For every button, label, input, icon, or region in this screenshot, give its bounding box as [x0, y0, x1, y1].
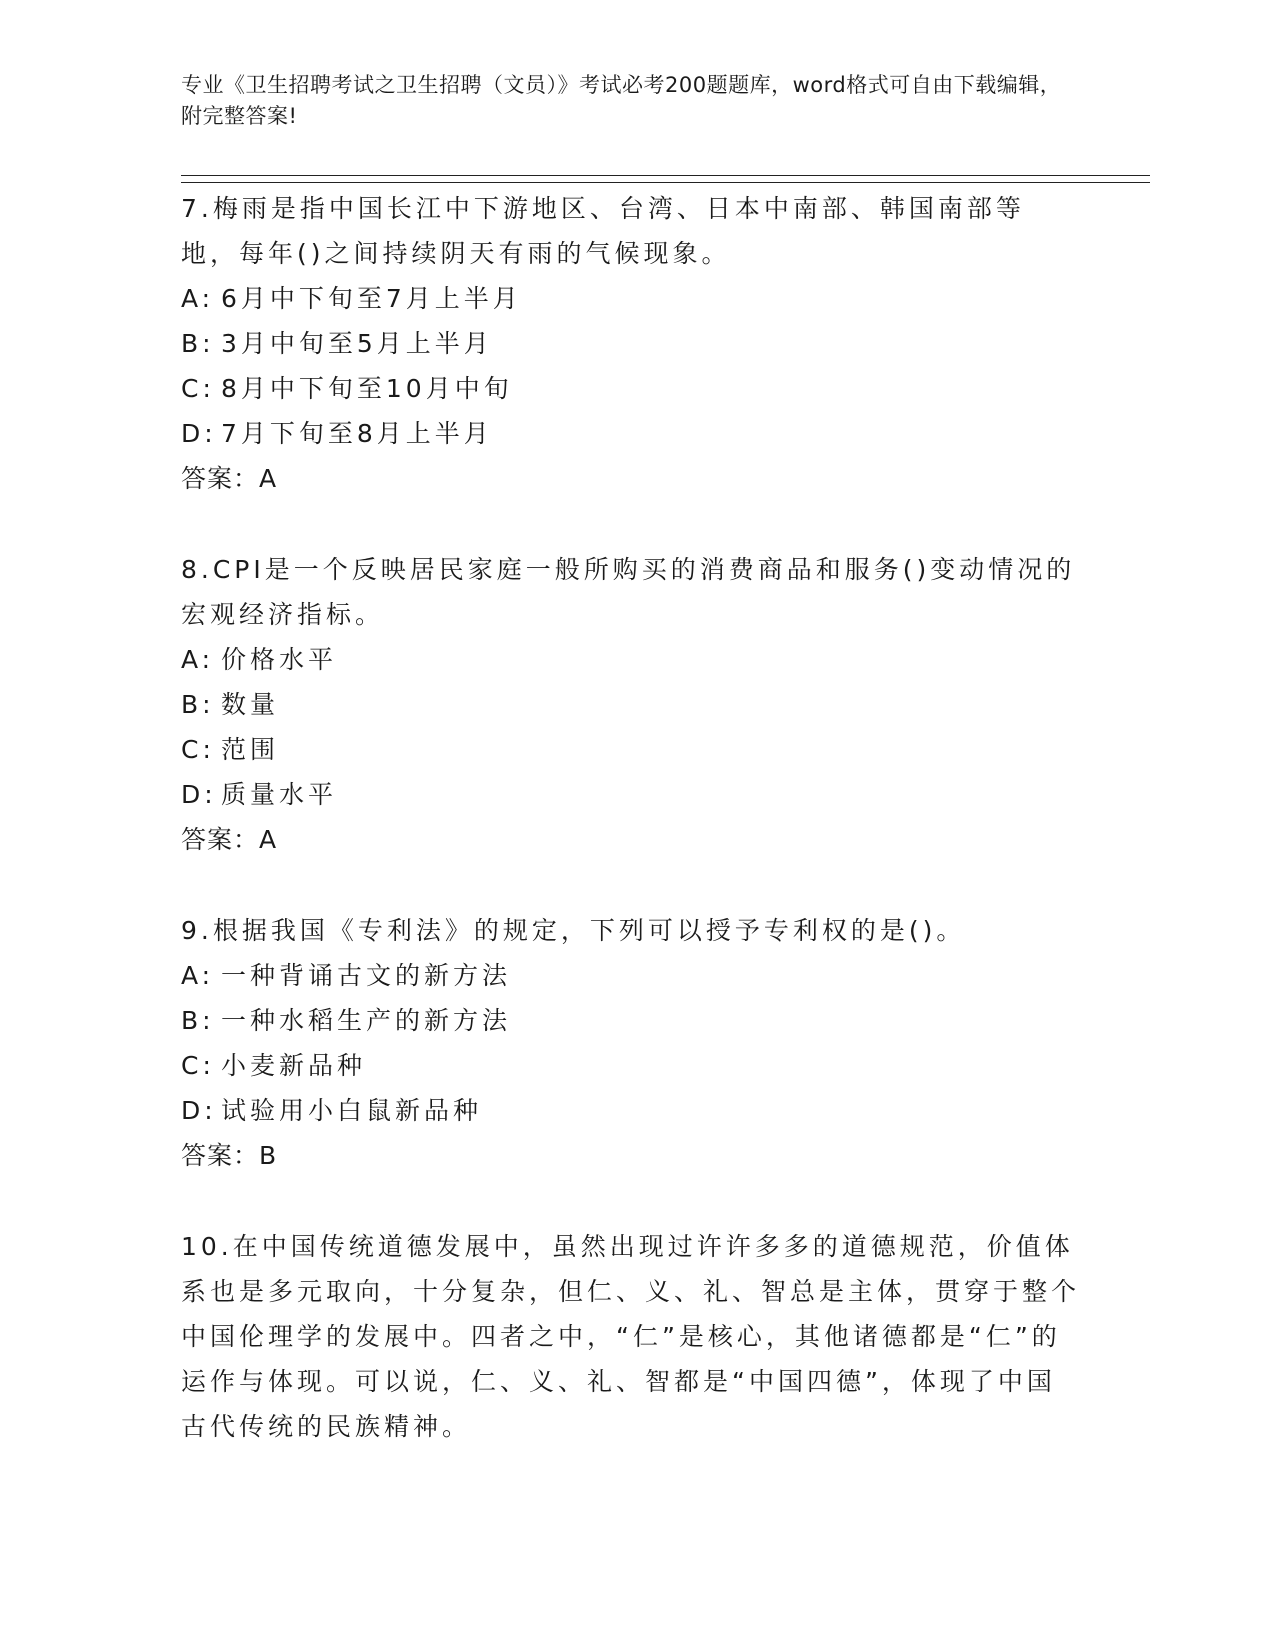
- question-stem: 7.梅雨是指中国长江中下游地区、台湾、日本中南部、韩国南部等地，每年()之间持续阴天有雨的气候现象。: [181, 194, 1025, 268]
- option-key: B:: [181, 690, 215, 719]
- option-a: [181, 953, 1081, 998]
- option-b: [181, 321, 1081, 366]
- option-key: B:: [181, 329, 215, 358]
- option-text: 价格水平: [221, 645, 338, 674]
- option-c: [181, 366, 1081, 411]
- option-key: C:: [181, 374, 215, 403]
- option-key: A:: [181, 284, 215, 313]
- option-b: [181, 682, 1081, 727]
- option-text: 质量水平: [221, 780, 338, 809]
- option-c: [181, 727, 1081, 772]
- option-a: [181, 276, 1081, 321]
- question-stem: 9.根据我国《专利法》的规定，下列可以授予专利权的是()。: [181, 916, 966, 945]
- option-text: 试验用小白鼠新品种: [221, 1096, 483, 1125]
- option-text: 一种背诵古文的新方法: [221, 961, 512, 990]
- option-b: [181, 998, 1081, 1043]
- option-text: 数量: [221, 690, 280, 719]
- answer-line: 答案：B: [181, 1141, 278, 1170]
- option-key: C:: [181, 735, 215, 764]
- question-9: [181, 908, 1081, 1178]
- option-key: D:: [181, 780, 217, 809]
- option-text: 3月中旬至5月上半月: [221, 329, 493, 358]
- option-text: 小麦新品种: [221, 1051, 367, 1080]
- header-divider-bottom: [181, 182, 1150, 183]
- option-text: 范围: [221, 735, 280, 764]
- question-list: [181, 186, 1081, 1495]
- question-10: [181, 1224, 1081, 1449]
- question-8: [181, 547, 1081, 862]
- option-a: [181, 637, 1081, 682]
- option-c: [181, 1043, 1081, 1088]
- option-text: 8月中下旬至10月中旬: [221, 374, 513, 403]
- question-stem: 8.CPI是一个反映居民家庭一般所购买的消费商品和服务()变动情况的宏观经济指标。: [181, 555, 1076, 629]
- answer-line: 答案：A: [181, 825, 278, 854]
- document-header: 专业《卫生招聘考试之卫生招聘（文员）》考试必考200题题库，word格式可自由下载编辑，附完整答案!: [181, 73, 1062, 128]
- option-key: B:: [181, 1006, 215, 1035]
- header-divider-top: [181, 175, 1150, 176]
- option-key: D:: [181, 1096, 217, 1125]
- option-key: A:: [181, 645, 215, 674]
- option-text: 7月下旬至8月上半月: [221, 419, 493, 448]
- answer-line: 答案：A: [181, 464, 278, 493]
- option-text: 6月中下旬至7月上半月: [221, 284, 522, 313]
- option-d: [181, 411, 1081, 456]
- option-key: D:: [181, 419, 217, 448]
- question-stem: 10.在中国传统道德发展中，虽然出现过许许多多的道德规范，价值体系也是多元取向，十分复杂，但仁、义、礼、智总是主体，贯穿于整个中国伦理学的发展中。四者之中，“仁”是核心，其他诸德都是“仁”的运作与体现。可以说，仁、义、礼、智都是“中国四德”，体现了中国古代传统的民族精神。: [181, 1232, 1081, 1441]
- option-d: [181, 772, 1081, 817]
- option-key: C:: [181, 1051, 215, 1080]
- option-d: [181, 1088, 1081, 1133]
- question-7: [181, 186, 1081, 501]
- option-key: A:: [181, 961, 215, 990]
- option-text: 一种水稻生产的新方法: [221, 1006, 512, 1035]
